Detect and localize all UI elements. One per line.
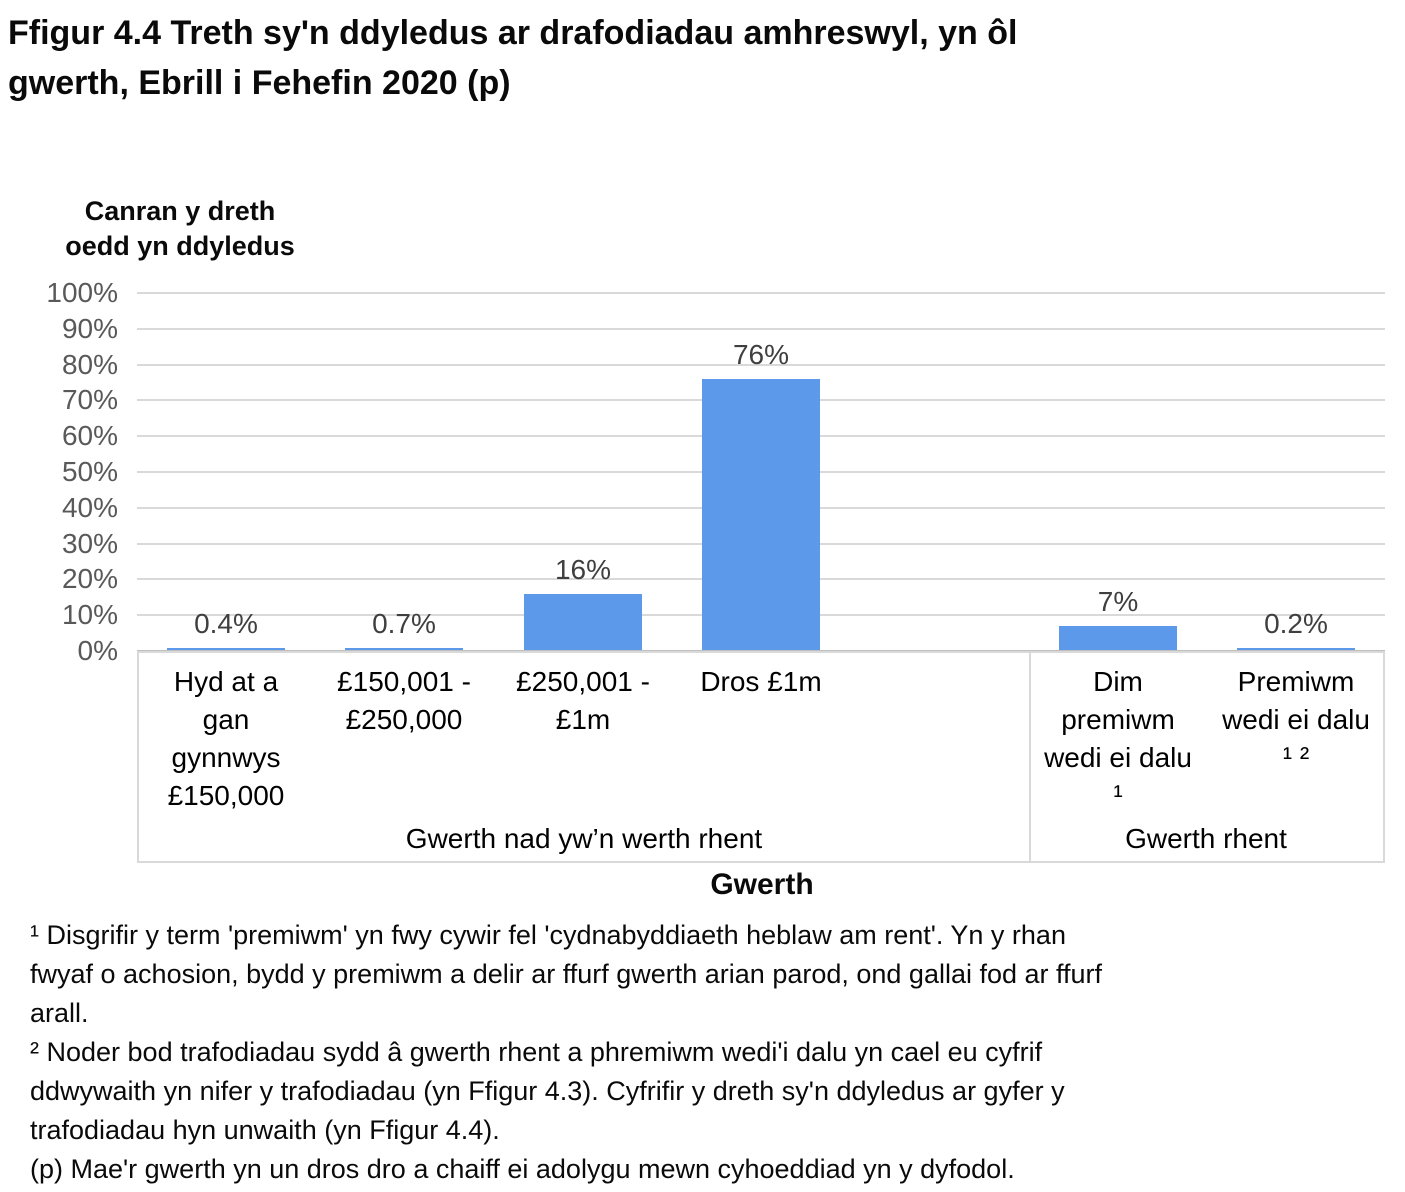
category-label-line: £250,001 - [516,666,650,697]
figure-title [8,8,1400,108]
category-label-line: gynnwys [171,742,281,773]
bar-value-label: 0.2% [1264,608,1328,639]
x-axis-title: Gwerth [710,868,814,901]
bar-3 [702,379,820,651]
y-tick-label: 30% [61,528,118,559]
y-tick-label: 80% [61,349,118,380]
y-axis-title-line1: Canran y dreth [84,196,276,226]
gridline [137,292,1385,294]
category-label-line: £150,000 [167,780,285,811]
y-tick-label: 50% [61,456,118,487]
category-label-line: Dros £1m [700,666,822,697]
footnote-line: ¹ Disgrifir y term 'premiwm' yn fwy cywir fel 'cydnabyddiaeth heblaw am rent'. Yn y rhan [30,920,1066,950]
category-label-line: wedi ei dalu [1044,742,1192,773]
footnote-line: arall. [30,998,89,1028]
footnotes [30,916,1390,1189]
y-tick-label: 100% [46,277,118,308]
y-axis-title-line2: oedd yn ddyledus [65,231,295,261]
figure-title-line2: gwerth, Ebrill i Fehefin 2020 (p) [8,64,511,102]
bar-value-label: 0.4% [194,608,258,639]
y-tick-label: 70% [61,384,118,415]
bar-value-label: 7% [1097,586,1139,617]
bar-2 [524,594,642,651]
y-tick-label: 0% [77,635,118,666]
y-tick-label: 40% [61,492,118,523]
footnote-line: ² Noder bod trafodiadau sydd â gwerth rhent a phremiwm wedi'i dalu yn cael eu cyfrif [30,1037,1043,1067]
bar-value-label: 76% [732,339,790,370]
category-label-line: Premiwm [1237,666,1355,697]
group-label-non-rental: Gwerth nad yw’n werth rhent [405,823,763,854]
category-label-line: Dim [1093,666,1143,697]
figure-title-line1: Ffigur 4.4 Treth sy'n ddyledus ar drafodiadau amhreswyl, yn ôl [8,14,1018,52]
category-label-line: ¹ [1113,780,1123,811]
category-label-line: gan [202,704,250,735]
bar-value-label: 16% [554,554,612,585]
footnote-line: fwyaf o achosion, bydd y premiwm a delir ar ffurf gwerth arian parod, ond gallai fod ar ffurf [30,959,1103,989]
category-label-line: premiwm [1061,704,1175,735]
footnote-line: ddwywaith yn nifer y trafodiadau (yn Ffigur 4.3). Cyfrifir y dreth sy'n ddyledus ar gyfer y [30,1076,1065,1106]
bar-value-label: 0.7% [372,608,436,639]
gridline [137,328,1385,330]
category-label-line: wedi ei dalu [1222,704,1370,735]
y-axis-title [30,194,330,264]
y-tick-label: 90% [61,313,118,344]
y-tick-label: 60% [61,420,118,451]
category-label-line: ¹ ² [1282,742,1310,773]
category-label-line: £1m [555,704,611,735]
category-label-line: Hyd at a [173,666,279,697]
y-tick-label: 20% [61,563,118,594]
footnote-line: (p) Mae'r gwerth yn un dros dro a chaiff ei adolygu mewn cyhoeddiad yn y dyfodol. [30,1154,1015,1184]
category-label-line: £150,001 - [337,666,471,697]
bar-4 [1059,626,1177,651]
category-label-line: £250,000 [345,704,463,735]
group-label-rental: Gwerth rhent [1125,823,1287,854]
footnote-line: trafodiadau hyn unwaith (yn Ffigur 4.4). [30,1115,500,1145]
y-tick-label: 10% [61,599,118,630]
